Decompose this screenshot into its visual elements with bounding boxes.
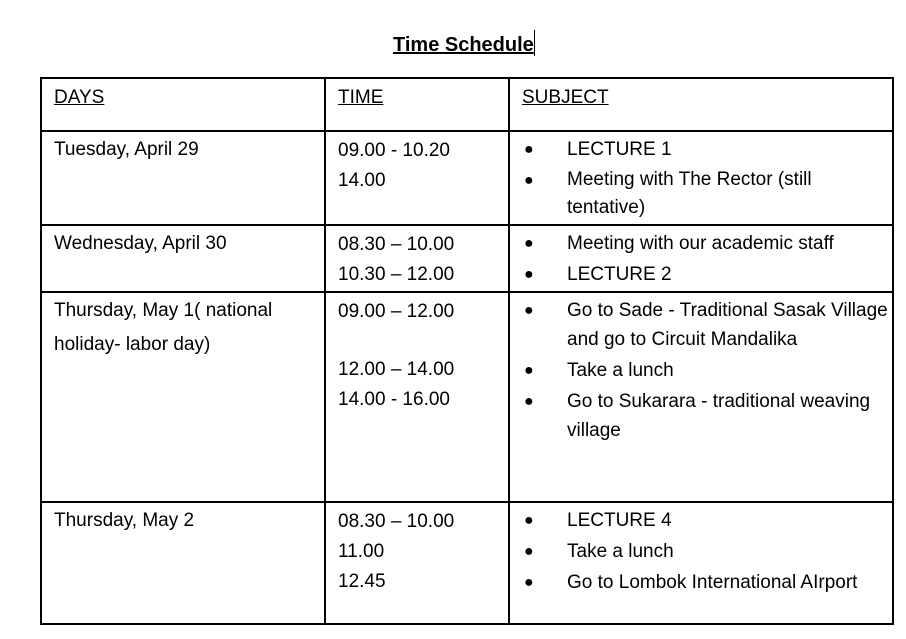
header-time: TIME — [338, 87, 384, 108]
bullet-icon: ● — [524, 141, 534, 158]
time-value: 10.30 – 12.00 — [338, 264, 455, 285]
text-cursor — [534, 30, 535, 56]
subject-list — [510, 226, 892, 289]
header-cell-subject — [509, 78, 893, 131]
time-cell — [326, 132, 508, 196]
time-value: 14.00 — [338, 170, 386, 191]
subject-text: Meeting with The Rector (still tentative) — [567, 169, 812, 218]
bullet-icon: ● — [524, 302, 534, 319]
header-row — [41, 78, 893, 131]
subject-text: Meeting with our academic staff — [567, 233, 834, 254]
time-value: 09.00 - 10.20 — [338, 140, 450, 161]
table-row — [41, 131, 893, 225]
bullet-icon: ● — [524, 172, 534, 189]
bullet-icon: ● — [524, 512, 534, 529]
day-cell: Wednesday, April 30 — [54, 233, 227, 254]
day-cell: Thursday, May 1( national holiday- labor day) — [54, 300, 273, 355]
list-item — [510, 568, 888, 597]
list-item — [510, 296, 888, 354]
bullet-icon: ● — [524, 574, 534, 591]
header-subject: SUBJECT — [522, 87, 609, 108]
table-row — [41, 225, 893, 292]
subject-text: Take a lunch — [567, 360, 674, 381]
time-value: 08.30 – 10.00 — [338, 511, 455, 532]
time-cell — [326, 503, 508, 597]
page-title — [393, 30, 535, 57]
table-row — [41, 292, 893, 502]
header-cell-time — [325, 78, 509, 131]
day-cell: Tuesday, April 29 — [54, 139, 199, 160]
time-value: 11.00 — [338, 541, 385, 562]
bullet-icon: ● — [524, 266, 534, 283]
list-item — [510, 135, 888, 164]
header-cell-days — [41, 78, 325, 131]
bullet-icon: ● — [524, 235, 534, 252]
day-cell: Thursday, May 2 — [54, 510, 195, 531]
header-days: DAYS — [54, 87, 105, 108]
list-item — [510, 387, 888, 445]
title-text: Time Schedule — [393, 34, 534, 56]
subject-text: Take a lunch — [567, 541, 674, 562]
subject-text: LECTURE 4 — [567, 510, 672, 531]
time-value: 12.00 – 14.00 — [338, 359, 455, 380]
time-value: 08.30 – 10.00 — [338, 234, 455, 255]
schedule-table — [40, 77, 894, 625]
subject-list — [510, 503, 892, 597]
list-item — [510, 537, 888, 566]
list-item — [510, 166, 888, 222]
time-cell — [326, 293, 508, 415]
time-cell — [326, 226, 508, 290]
subject-text: LECTURE 2 — [567, 264, 672, 285]
bullet-icon: ● — [524, 362, 534, 379]
subject-text: Go to Lombok International AIrport — [567, 572, 858, 593]
time-value: 12.45 — [338, 571, 386, 592]
subject-list — [510, 293, 892, 445]
bullet-icon: ● — [524, 393, 534, 410]
subject-text: Go to Sade - Traditional Sasak Village and go to Circuit Mandalika — [567, 300, 888, 350]
list-item — [510, 260, 888, 289]
subject-text: LECTURE 1 — [567, 139, 672, 160]
bullet-icon: ● — [524, 543, 534, 560]
subject-text: Go to Sukarara - traditional weaving village — [567, 391, 871, 441]
list-item — [510, 356, 888, 385]
time-spacer — [338, 327, 498, 355]
list-item — [510, 506, 888, 535]
list-item — [510, 229, 888, 258]
time-value: 14.00 - 16.00 — [338, 389, 450, 410]
table-row — [41, 502, 893, 624]
time-value: 09.00 – 12.00 — [338, 301, 455, 322]
subject-list — [510, 132, 892, 222]
